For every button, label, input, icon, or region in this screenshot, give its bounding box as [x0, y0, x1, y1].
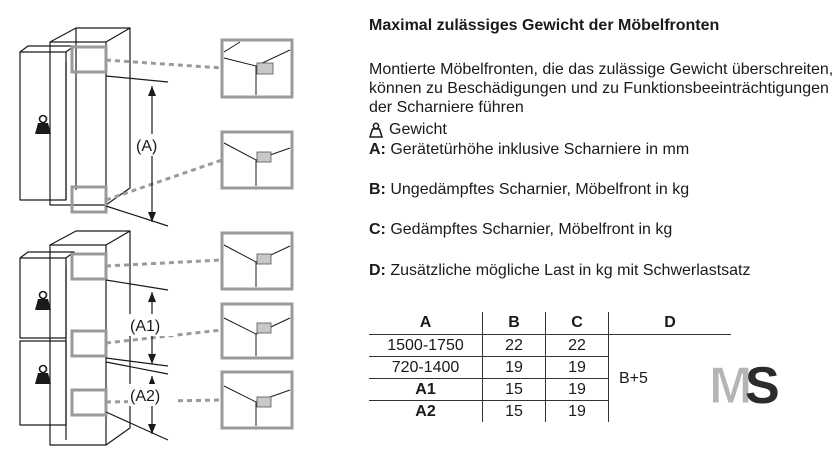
weight-table [369, 312, 731, 422]
table-cell: 720-1400 [369, 357, 483, 379]
table-header-c: C [546, 312, 609, 335]
table-cell: 1500-1750 [369, 335, 483, 357]
legend-d [369, 262, 750, 280]
legend-c-text: Gedämpftes Scharnier, Möbelfront in kg [385, 221, 673, 238]
table-cell: 15 [483, 401, 546, 423]
table-cell: 22 [546, 335, 609, 357]
page-title: Maximal zulässiges Gewicht der Möbelfronten [369, 17, 720, 34]
weight-icon [35, 292, 51, 311]
table-cell: 15 [483, 379, 546, 401]
table-header-b: B [483, 312, 546, 335]
weight-icon [35, 116, 51, 135]
table-cell: 22 [483, 335, 546, 357]
table-cell: 19 [483, 357, 546, 379]
weight-icon [35, 366, 51, 385]
hinge-diagram [0, 0, 360, 457]
logo-m: M [709, 357, 753, 407]
table-header-row [369, 312, 731, 335]
legend-a-key: A: [369, 141, 386, 158]
dimension-label-a: (A) [136, 138, 158, 155]
legend-b-text: Ungedämpftes Scharnier, Möbelfront in kg [385, 181, 690, 198]
legend-d-key: D: [369, 262, 386, 279]
hinge-marker-box [72, 187, 106, 212]
hinge-marker-box [72, 47, 106, 72]
hinge-marker-box [72, 331, 106, 356]
ms-logo [709, 357, 785, 407]
legend-c [369, 221, 672, 239]
table-cell: A1 [369, 379, 483, 401]
weight-icon [369, 122, 383, 138]
legend-a-text: Gerätetürhöhe inklusive Scharniere in mm [385, 141, 690, 158]
legend-c-key: C: [369, 221, 386, 238]
legend-weight [369, 121, 447, 139]
table-cell: 19 [546, 401, 609, 423]
legend-b [369, 181, 689, 199]
table-header-a: A [369, 312, 483, 335]
legend-b-key: B: [369, 181, 386, 198]
legend-weight-text: Gewicht [389, 121, 447, 138]
table-cell: A2 [415, 402, 436, 420]
hinge-marker-box [72, 390, 106, 415]
legend-a [369, 141, 689, 159]
table-header-d: D [609, 312, 732, 335]
intro-paragraph: Montierte Möbelfronten, die das zulässige Gewicht überschreiten, können zu Beschädigungen und zu Funktionsbeeinträchtigungen der Scharniere führen [369, 61, 834, 116]
dimension-label-a2: (A2) [130, 388, 161, 405]
logo-s: S [745, 357, 780, 407]
hinge-marker-box [72, 254, 106, 279]
table-row [369, 335, 731, 357]
dimension-label-a1: (A1) [130, 318, 161, 335]
hinge-detail-views [222, 40, 292, 428]
table-cell: 19 [546, 357, 609, 379]
table-cell-d: B+5 [609, 335, 732, 423]
appliance-single-door [20, 28, 130, 205]
table-cell: 19 [546, 379, 609, 401]
appliance-double-door [20, 231, 130, 445]
legend-d-text: Zusätzliche mögliche Last in kg mit Schwerlastsatz [385, 262, 751, 279]
